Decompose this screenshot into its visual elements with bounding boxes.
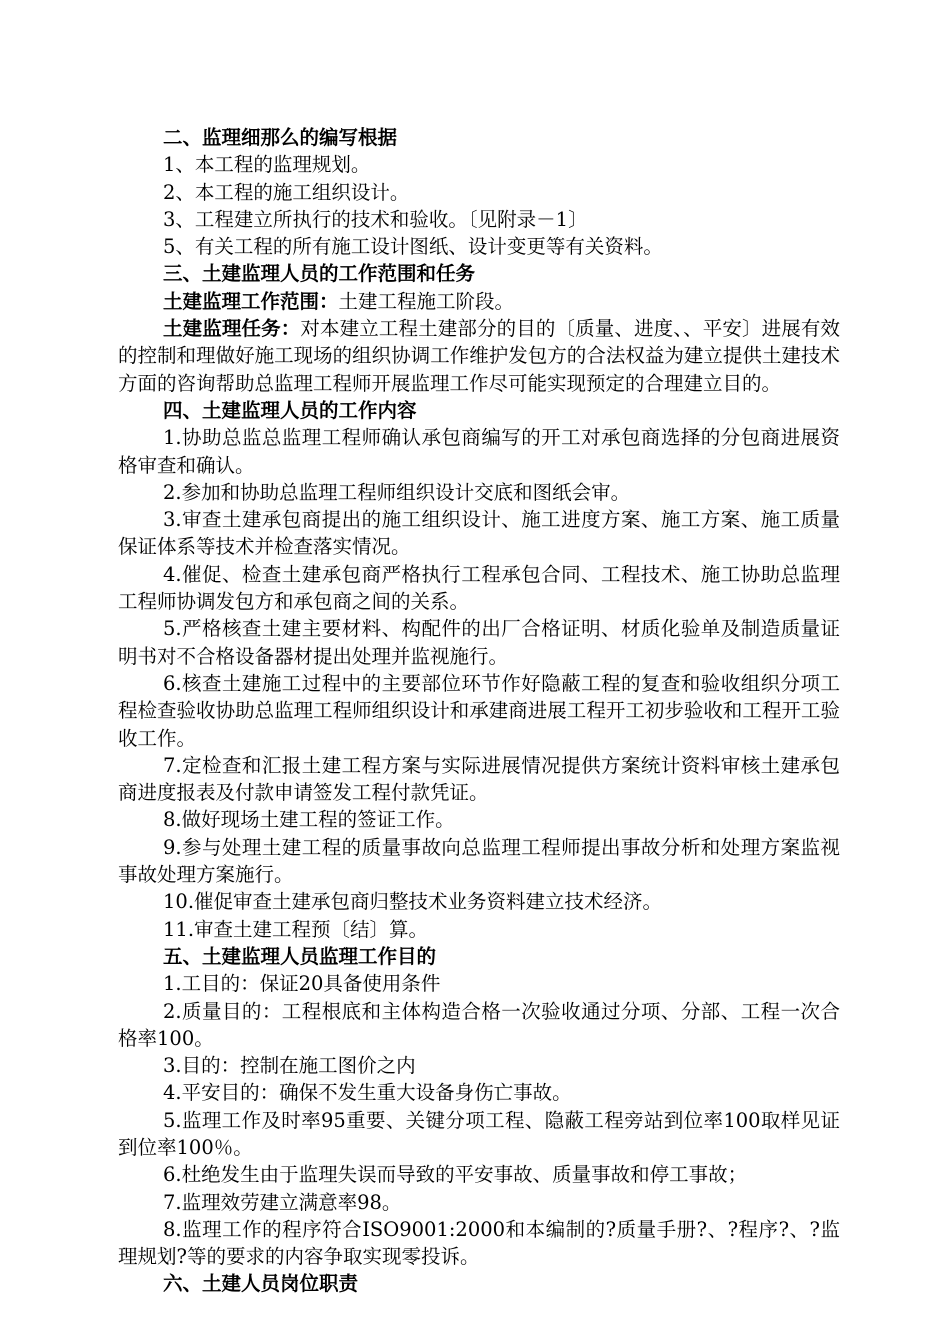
list-item: 7.监理效劳建立满意率98。 — [163, 1190, 402, 1214]
section-heading: 四、土建监理人员的工作内容 — [163, 398, 417, 422]
section-heading: 六、土建人员岗位职责 — [163, 1272, 359, 1296]
list-item: 3、工程建立所执行的技术和验收。〔见附录－1〕 — [163, 207, 588, 231]
document-page — [118, 124, 840, 1298]
task-label: 土建监理任务： — [163, 317, 301, 341]
list-item: 7.定检查和汇报土建工程方案与实际进展情况提供方案统计资料审核土建承包商进度报表及付款申请签发工程付款凭证。 — [118, 753, 840, 805]
list-item: 6.杜绝发生由于监理失误而导致的平安事故、质量事故和停工事故； — [163, 1163, 748, 1187]
task-paragraph — [118, 315, 840, 397]
list-item: 5.监理工作及时率95重要、关键分项工程、隐蔽工程旁站到位率100取样见证到位率100％。 — [118, 1108, 840, 1159]
list-item: 8.监理工作的程序符合ISO9001:2000和本编制的?质量手册?、?程序?、?监理规划?等的要求的内容争取实现零投诉。 — [118, 1217, 840, 1269]
section-heading: 二、监理细那么的编写根据 — [163, 126, 398, 149]
list-item: 2.参加和协助总监理工程师组织设计交底和图纸会审。 — [163, 480, 631, 504]
list-item: 4.催促、检查土建承包商严格执行工程承包合同、工程技术、施工协助总监理工程师协调发包方和承包商之间的关系。 — [118, 562, 840, 614]
list-item: 3.审查土建承包商提出的施工组织设计、施工进度方案、施工方案、施工质量保证体系等技术并检查落实情况。 — [118, 508, 840, 559]
list-item: 1、本工程的监理规划。 — [163, 153, 371, 177]
section-heading: 五、土建监理人员监理工作目的 — [163, 944, 437, 968]
list-item: 11.审查土建工程预〔结〕算。 — [163, 917, 429, 941]
list-item: 3.目的：控制在施工图价之内 — [163, 1054, 416, 1078]
list-item: 5、有关工程的所有施工设计图纸、设计变更等有关资料。 — [163, 235, 663, 259]
list-item: 2.质量目的：工程根底和主体构造合格一次验收通过分项、分部、工程一次合格率100。 — [118, 999, 840, 1050]
list-item: 6.核查土建施工过程中的主要部位环节作好隐蔽工程的复查和验收组织分项工程检查验收协助总监理工程师组织设计和承建商进展工程开工初步验收和工程开工验收工作。 — [118, 671, 840, 750]
scope-label: 土建监理工作范围： — [163, 289, 339, 313]
task-text: 对本建立工程土建部分的目的〔质量、进度、、平安〕进展有效的控制和理做好施工现场的组织协调工作维护发包方的合法权益为建立提供土建技术方面的咨询帮助总监理工程师开展监理工作尽可能实现预定的合理建立目的。 — [118, 317, 840, 395]
list-item: 1.工目的：保证20具备使用条件 — [163, 972, 441, 996]
list-item: 1.协助总监总监理工程师确认承包商编写的开工对承包商选择的分包商进展资格审查和确认。 — [118, 426, 840, 477]
list-item: 5.严格核查土建主要材料、构配件的出厂合格证明、材质化验单及制造质量证明书对不合格设备器材提出处理并监视施行。 — [118, 617, 840, 668]
list-item: 4.平安目的：确保不发生重大设备身伤亡事故。 — [163, 1081, 572, 1105]
list-item: 10.催促审查土建承包商归整技术业务资料建立技术经济。 — [163, 890, 663, 914]
section-heading: 三、土建监理人员的工作范围和任务 — [163, 262, 476, 286]
list-item: 9.参与处理土建工程的质量事故向总监理工程师提出事故分析和处理方案监视事故处理方案施行。 — [118, 835, 840, 887]
list-item: 8.做好现场土建工程的签证工作。 — [163, 808, 455, 832]
scope-paragraph — [118, 288, 840, 315]
list-item: 2、本工程的施工组织设计。 — [163, 180, 410, 204]
scope-text: 土建工程施工阶段。 — [338, 289, 515, 313]
